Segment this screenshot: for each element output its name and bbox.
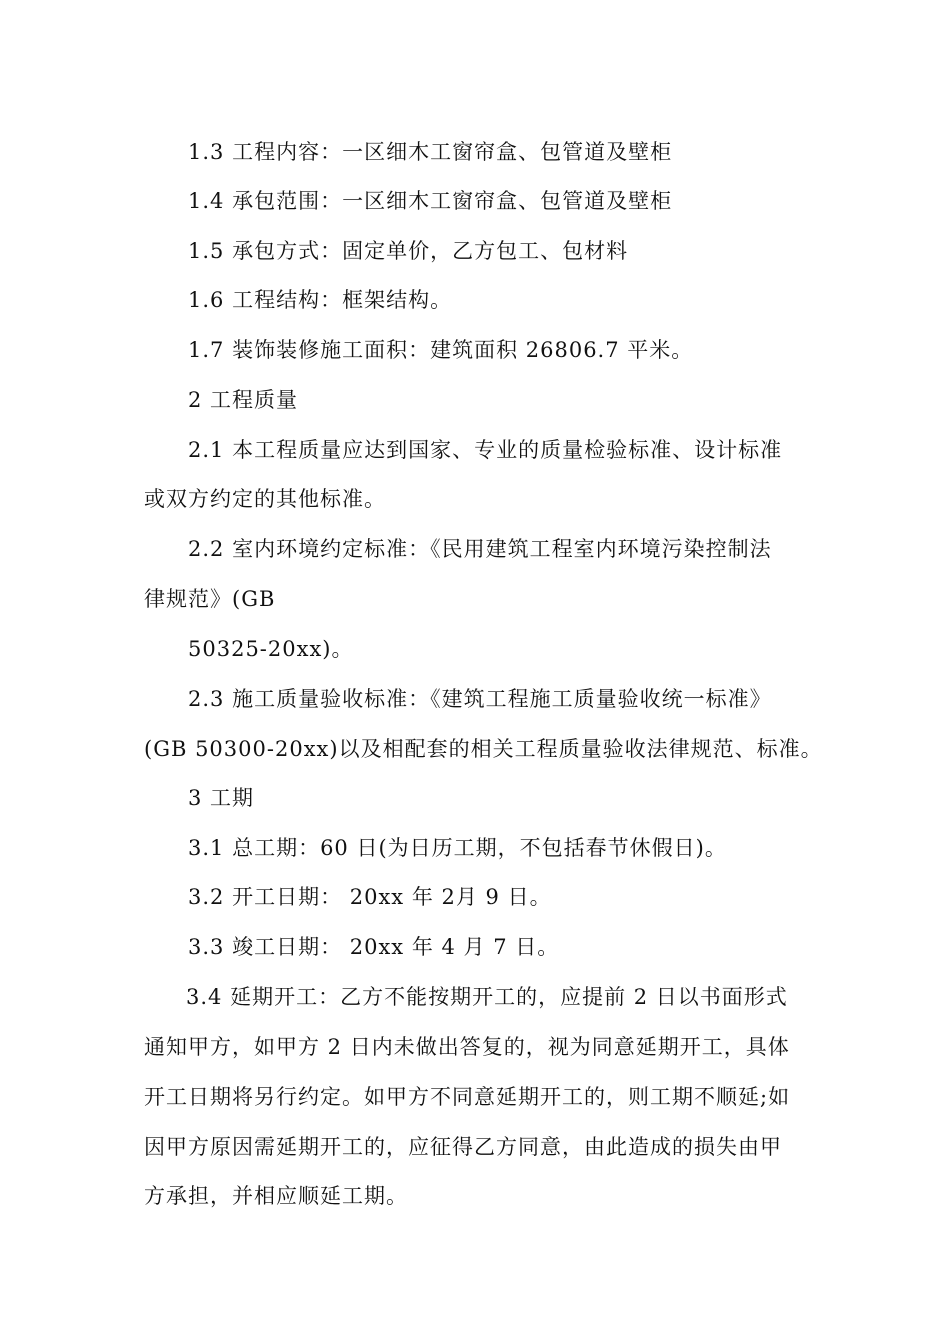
clause-2-2-line-2: 律规范》(GB	[144, 587, 276, 611]
clause-2-3-line-1: 2.3 施工质量验收标准：《建筑工程施工质量验收统一标准》	[188, 687, 772, 711]
clause-2-1-line-1: 2.1 本工程质量应达到国家、专业的质量检验标准、设计标准	[188, 438, 783, 462]
clause-3-4-line-2: 通知甲方，如甲方 2 日内未做出答复的，视为同意延期开工，具体	[144, 1035, 790, 1059]
clause-3-4-line-4: 因甲方原因需延期开工的，应征得乙方同意，由此造成的损失由甲	[144, 1135, 782, 1159]
clause-3-1: 3.1 总工期：60 日(为日历工期，不包括春节休假日)。	[188, 836, 727, 860]
clause-1-7: 1.7 装饰装修施工面积：建筑面积 26806.7 平米。	[188, 338, 694, 362]
clause-2-2-line-3: 50325-20xx)。	[188, 637, 354, 661]
clause-3-2: 3.2 开工日期： 20xx 年 2月 9 日。	[188, 885, 552, 909]
clause-1-5: 1.5 承包方式：固定单价，乙方包工、包材料	[188, 239, 629, 263]
section-heading-3: 3 工期	[188, 786, 255, 810]
clause-3-4-line-3: 开工日期将另行约定。如甲方不同意延期开工的，则工期不顺延;如	[144, 1085, 791, 1109]
clause-1-3: 1.3 工程内容：一区细木工窗帘盒、包管道及壁柜	[188, 140, 673, 164]
clause-2-2-line-1: 2.2 室内环境约定标准：《民用建筑工程室内环境污染控制法	[188, 537, 772, 561]
clause-1-4: 1.4 承包范围：一区细木工窗帘盒、包管道及壁柜	[188, 189, 673, 213]
clause-3-3: 3.3 竣工日期： 20xx 年 4 月 7 日。	[188, 935, 560, 959]
clause-3-4-line-5: 方承担，并相应顺延工期。	[144, 1184, 408, 1208]
clause-2-3-line-2: (GB 50300-20xx)以及相配套的相关工程质量验收法律规范、标准。	[144, 737, 823, 761]
clause-2-1-line-2: 或双方约定的其他标准。	[144, 487, 386, 511]
clause-3-4-line-1: 3.4 延期开工：乙方不能按期开工的，应提前 2 日以书面形式	[186, 985, 788, 1009]
section-heading-2: 2 工程质量	[188, 388, 299, 412]
clause-1-6: 1.6 工程结构：框架结构。	[188, 288, 453, 312]
